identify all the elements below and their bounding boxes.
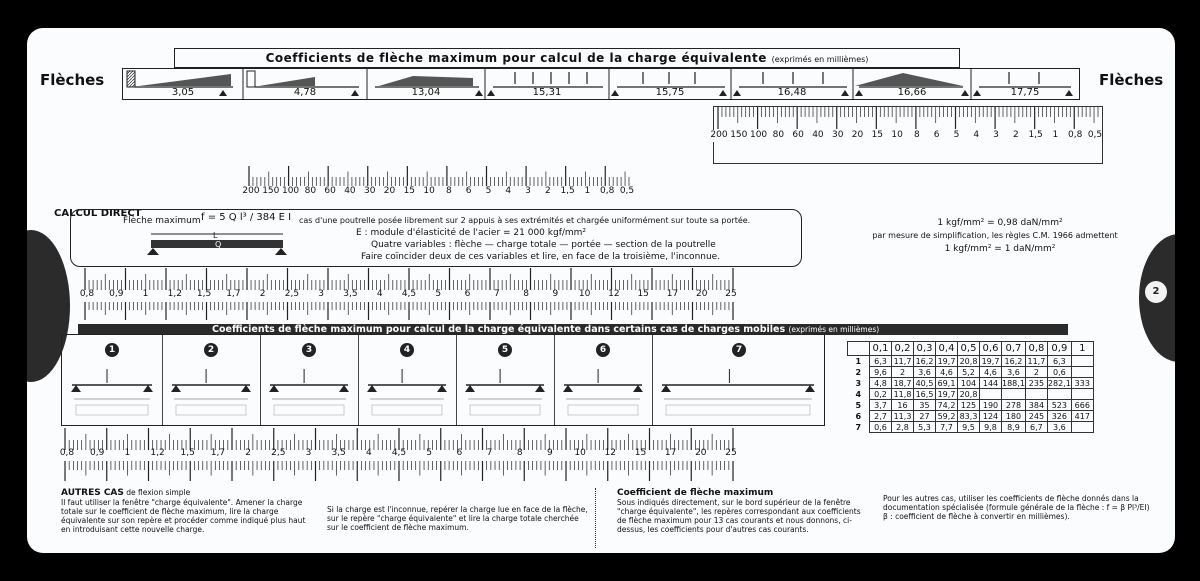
formula-placeholder [666,405,810,415]
table-header-cell: 0,6 [980,342,1002,356]
main-scale-upper-labels [81,289,737,301]
table-cell: 0,2 [870,389,892,400]
coefficient-value: 15,75 [655,87,685,98]
table-cell: 190 [980,400,1002,411]
autres-cas-block [61,488,311,534]
table-cell: 6,7 [1025,422,1047,433]
scale-label: 0,8 [1068,130,1083,140]
main-scale-lower-ticks [61,426,737,450]
support-icon [269,385,279,392]
scale-label: 4 [365,448,372,458]
scale-label: 1,5 [196,289,212,299]
table-cell [980,389,1002,400]
unit-note-line3: 1 kgf/mm² = 1 daN/mm² [944,244,1056,254]
scale-label: 7 [486,448,493,458]
table-row [848,367,1094,378]
support-icon [805,385,815,392]
table-cell: 0,6 [870,422,892,433]
scale-label: 1,5 [560,186,575,196]
table-cell: 27 [914,411,936,422]
unit-note-line2: par mesure de simplification, les règles C.M. 1966 admettent [872,231,1118,240]
scale-label: 5 [435,289,442,299]
calc-line4: Faire coïncider deux de ces variables et lire, en face de la troisième, l'inconnue. [361,252,721,262]
table-row [848,356,1094,367]
case-badge: 1 [105,343,119,357]
beam-diagram-icon [143,228,293,258]
table-header-cell: 1 [1071,342,1093,356]
autres-sub: de flexion simple [126,488,191,497]
separator [595,488,601,548]
coefficient-value: 4,78 [293,87,317,98]
table-cell: 9,6 [870,367,892,378]
table-row-badge: 2 [855,367,862,377]
scale-label: 2 [245,448,251,458]
table-row [848,378,1094,389]
scale-label: 2 [1012,130,1019,140]
support-icon [241,385,251,392]
table-cell: 74,2 [936,400,958,411]
scale-label: 20 [695,289,708,299]
table-cell: 125 [958,400,980,411]
scale-label: 10 [574,448,586,458]
table-row-badge: 5 [855,400,862,410]
table-cell: 4,6 [980,367,1002,378]
table-cell: 245 [1025,411,1047,422]
scale-label: 1,7 [210,448,226,458]
table-cell: 4,8 [870,378,892,389]
scale-label: 25 [725,289,737,299]
mobile-cases-box [61,334,825,426]
table-header-cell: 0,9 [1047,342,1071,356]
table-cell: 4,6 [936,367,958,378]
coefficient-value: 13,04 [411,87,441,98]
scale-label: 3,5 [331,448,346,458]
table-row [848,389,1094,400]
table-cell: 5,3 [914,422,936,433]
table-cell: 278 [1002,400,1026,411]
scale-label: 15 [871,130,884,140]
coefficient-value: 17,75 [1010,87,1040,98]
scale-label: 12 [604,448,616,458]
scale-label: 17 [664,448,677,458]
coefficient-value: 15,31 [532,87,562,98]
table-cell: 40,5 [914,378,936,389]
mid-left-scale-labels [242,186,635,198]
calcul-direct-heading: CALCUL DIRECT [54,208,142,219]
table-header-cell: 0,1 [870,342,892,356]
table-corner [848,342,870,356]
scale-label: 20 [851,130,864,140]
table-cell: 59,2 [936,411,958,422]
table-cell: 2,7 [870,411,892,422]
table-cell: 417 [1071,411,1093,422]
scale-label: 0,8 [79,289,95,299]
case-badge: 4 [400,343,414,357]
scale-label: 1,2 [150,448,165,458]
scale-label: 2 [259,289,266,299]
calc-line3: Quatre variables : flèche — charge totale — portée — section de la poutrelle [371,240,716,250]
table-row-badge: 3 [855,378,862,388]
table-cell [1002,389,1026,400]
coef-text: Sous indiqués directement, sur le bord supérieur de la fenêtre "charge équivalente", les repères correspondant aux coefficients de flèche maximum pour 13 cas courants et nous donnons, ci-dessus, les coefficients pour d'autres cas courants. [617,498,861,534]
table-cell: 18,7 [892,378,914,389]
scale-label: 4 [376,289,383,299]
table-cell [1071,389,1093,400]
scale-label: 0,9 [109,289,124,299]
calcul-direct-box [70,209,802,267]
support-icon [535,385,545,392]
scale-label: 200 [242,186,260,196]
table-cell: 3,7 [870,400,892,411]
table-header-cell: 0,8 [1025,342,1047,356]
formula-placeholder [76,405,148,415]
scale-label: 25 [725,448,737,458]
scale-label: 3,5 [343,289,358,299]
table-cell: 16,2 [1002,356,1026,367]
support-icon [633,385,643,392]
scale-label: 5 [426,448,433,458]
table-cell: 19,7 [936,356,958,367]
fleches-label-left: Flèches [40,71,105,89]
scale-label: 8 [446,186,452,196]
scale-label: 8 [516,448,523,458]
scale-label: 0,5 [1087,130,1103,140]
scale-label: 7 [493,289,500,299]
scale-label: 1 [584,186,591,196]
scale-label: 6 [933,130,940,140]
scale-label: 10 [423,186,435,196]
table-cell: 35 [914,400,936,411]
main-scale-lower-labels [61,448,737,460]
table-cell: 3,6 [1047,422,1071,433]
top-title-text: Coefficients de flèche maximum pour calcul de la charge équivalente [265,51,767,65]
main-scale-lower[interactable] [61,426,737,486]
scale-label: 12 [608,289,620,299]
table-cell: 16,5 [914,389,936,400]
support-icon [143,385,153,392]
scale-label: 8 [523,289,529,299]
table-row-badge: 6 [855,411,862,421]
scale-label: 1 [142,289,149,299]
table-cell: 180 [1002,411,1026,422]
coefficient-table [847,341,1094,433]
formula-placeholder [568,405,638,415]
mobile-title-text: Coefficients de flèche maximum pour calcul de la charge équivalente dans certains cas de charges mobiles [212,324,786,335]
scale-label: 1,5 [180,448,195,458]
support-icon [465,385,475,392]
table-cell: 124 [980,411,1002,422]
scale-label: 20 [695,448,707,458]
table-cell: 144 [980,378,1002,389]
scale-label: 1,5 [1028,130,1043,140]
scale-label: 9 [547,448,553,458]
support-icon [563,385,573,392]
scale-label: 0,5 [619,186,635,196]
max-coefficient-strip [122,68,1080,100]
table-cell: 16,2 [914,356,936,367]
table-cell: 20,8 [958,389,980,400]
table-cell: 523 [1047,400,1071,411]
table-cell: 11,3 [892,411,914,422]
scale-label: 30 [832,130,844,140]
table-cell: 235 [1025,378,1047,389]
scale-label: 15 [637,289,649,299]
scale-label: 6 [465,186,472,196]
table-row [848,422,1094,433]
support-icon [661,385,671,392]
table-cell: 333 [1071,378,1093,389]
table-row-badge: 4 [855,389,862,399]
scale-label: 2,5 [284,289,300,299]
table-cell [1071,422,1093,433]
slider-knob[interactable]: 2 [1145,281,1167,303]
table-row-badge: 7 [855,422,862,432]
slide-rule-card [27,28,1175,553]
table-cell [1071,367,1093,378]
mobile-case-diagrams [62,335,824,425]
scale-label: 4,5 [391,448,407,458]
scale-label: 0,8 [600,186,615,196]
table-header-cell: 0,5 [958,342,980,356]
calc-line2: E : module d'élasticité de l'acier = 21 000 kgf/mm² [356,228,587,238]
fleches-label-right: Flèches [1099,71,1164,89]
coefficient-value: 16,66 [897,87,927,98]
mid-left-scale[interactable] [242,164,635,200]
case-badge: 2 [204,343,218,357]
calc-line1-suffix: cas d'une poutrelle posée librement sur 2 appuis à ses extrémités et chargée uniformément sur toute sa portée. [299,216,751,225]
table-row-badge: 1 [855,356,862,366]
table-cell [1071,356,1093,367]
inconnue-text: Si la charge est l'inconnue, repérer la charge lue en face de la flèche, sur le repère "charge équivalente" et lire la charge totale cherchée sur le coefficient de flèche maximum. [327,505,588,532]
mobile-title-note: (exprimés en millièmes) [788,325,880,334]
coefficient-value: 3,05 [171,87,195,98]
calc-formula: f = 5 Q l³ / 384 E I [201,212,292,223]
scale-label: 3 [525,186,531,196]
table-cell: 384 [1025,400,1047,411]
formula-placeholder [470,405,540,415]
scale-label: 150 [730,130,748,140]
unit-note-line1: 1 kgf/mm² = 0,98 daN/mm² [937,218,1063,228]
table-cell: 19,7 [980,356,1002,367]
main-scale-upper-ticks-2 [81,302,737,322]
beam-label-q: Q [215,240,222,249]
table-cell: 188,1 [1002,378,1025,388]
table-cell: 3,6 [914,367,936,378]
scale-label: 1 [124,448,131,458]
table-cell: 69,1 [936,378,958,389]
scale-label: 4 [505,186,512,196]
support-icon [71,385,81,392]
scale-label: 60 [324,186,336,196]
scale-label: 150 [262,186,280,196]
support-icon [339,385,349,392]
scale-label: 9 [552,289,559,299]
table-cell: 2 [1025,367,1047,378]
scale-label: 4,5 [401,289,417,299]
scale-label: 15 [634,448,647,458]
table-row [848,400,1094,411]
table-cell: 7,7 [936,422,958,433]
scale-label: 1,2 [167,289,182,299]
table-cell [1025,389,1047,400]
support-icon [171,385,181,392]
case-badge: 3 [302,343,316,357]
scale-label: 5 [485,186,492,196]
scale-label: 2,5 [271,448,286,458]
scale-label: 20 [383,186,396,196]
coefficient-value: 16,48 [777,87,807,98]
table-cell: 20,8 [958,356,980,367]
autres-text: Il faut utiliser la fenêtre "charge équivalente". Amener la charge totale sur le coefficient de flèche maximum, lire la charge équivalente sur son repère et procéder comme indiqué plus haut en introduisant cette nouvelle charge. [61,498,306,534]
scale-label: 1 [1052,130,1059,140]
table-cell: 0,6 [1047,367,1071,378]
scale-label: 4 [973,130,980,140]
main-scale-lower-ticks-2 [61,461,737,483]
scale-label: 200 [710,130,728,140]
scale-label: 1,7 [226,289,241,299]
scale-label: 3 [318,289,325,299]
table-cell: 2,8 [892,422,914,433]
scale-label: 40 [812,130,824,140]
autres-heading: AUTRES CAS [61,488,124,498]
table-cell: 11,7 [892,356,914,367]
main-scale-upper[interactable] [81,266,737,322]
table-header-cell: 0,3 [914,342,936,356]
table-cell: 16 [892,400,914,411]
formula-placeholder [274,405,344,415]
table-cell: 19,7 [936,389,958,400]
scale-label: 10 [578,289,591,299]
scale-label: 3 [993,130,999,140]
table-cell: 282,1 [1047,378,1071,388]
scale-label: 100 [749,130,768,140]
support-icon [437,385,447,392]
formula-placeholder [372,405,442,415]
table-cell: 6,3 [870,356,892,367]
scale-label: 0,8 [59,448,75,458]
right-note-text: Pour les autres cas, utiliser les coefficients de flèche donnés dans la documentation spécialisée (formule générale de la flèche : f = β Pl³/EI) β : coefficient de flèche à convertir en millièmes). [883,494,1150,521]
table-cell: 11,8 [892,389,914,400]
mid-left-ticks [245,164,633,186]
scale-label: 8 [914,130,920,140]
scale-label: 3 [305,448,312,458]
top-title [174,48,960,68]
case-badge: 5 [498,343,512,357]
scale-label: 80 [772,130,785,140]
table-cell: 5,2 [958,367,980,378]
scale-label: 6 [464,289,471,299]
table-cell [1047,389,1071,400]
beam-label-l: L [213,231,218,240]
scale-label: 17 [666,289,679,299]
coef-block [617,488,867,534]
scale-label: 100 [281,186,300,196]
table-cell: 83,3 [958,411,980,422]
main-scale-upper-ticks [81,266,737,290]
scale-label: 40 [344,186,356,196]
scale-label: 30 [364,186,376,196]
table-cell: 9,8 [980,422,1002,433]
table-cell: 6,3 [1047,356,1071,367]
table-cell: 326 [1047,411,1071,422]
formula-placeholder [176,405,246,415]
table-header-cell: 0,7 [1002,342,1026,356]
scale-label: 15 [403,186,416,196]
table-cell: 666 [1071,400,1093,411]
table-row [848,411,1094,422]
upper-right-scale-labels [710,130,1103,142]
calc-line1-prefix: Flèche maximum [123,216,201,226]
table-cell: 3,6 [1002,367,1026,378]
coef-heading: Coefficient de flèche maximum [617,488,774,498]
support-icon [367,385,377,392]
table-cell: 11,7 [1025,356,1047,367]
case-badge: 6 [596,343,610,357]
scale-label: 6 [456,448,463,458]
table-cell: 9,5 [958,422,980,433]
top-title-note: (exprimés en millièmes) [771,55,869,64]
scale-label: 60 [792,130,804,140]
case-badge: 7 [732,343,746,357]
scale-label: 10 [891,130,903,140]
table-cell: 8,9 [1002,422,1026,433]
scale-label: 5 [953,130,960,140]
scale-label: 0,9 [90,448,105,458]
table-header-cell: 0,2 [892,342,914,356]
table-cell: 2 [892,367,914,378]
scale-label: 80 [304,186,317,196]
table-cell: 104 [958,378,980,389]
table-header-cell: 0,4 [936,342,958,356]
scale-label: 2 [544,186,551,196]
